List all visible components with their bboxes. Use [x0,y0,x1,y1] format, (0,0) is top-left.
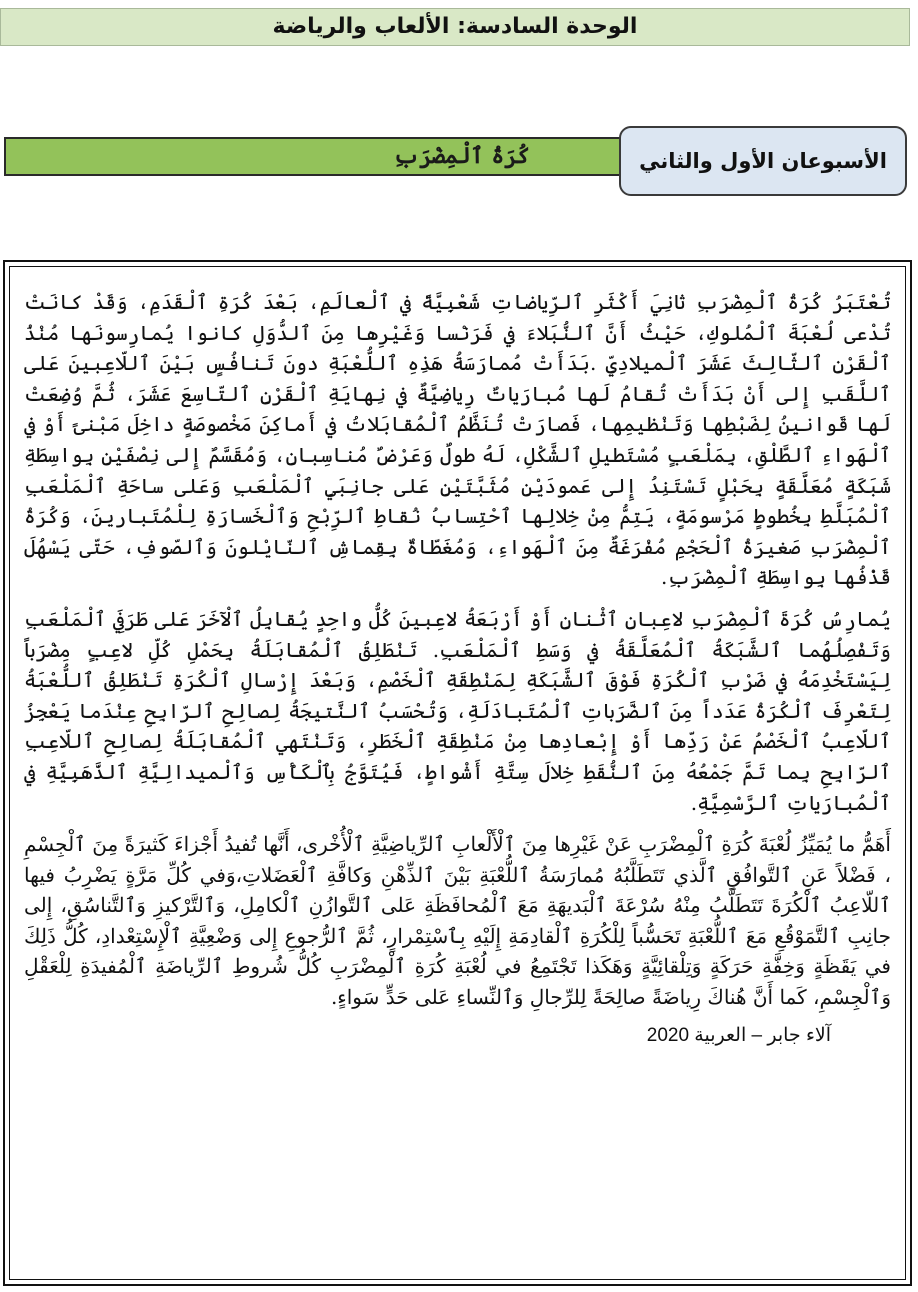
reading-text-frame [3,260,912,1286]
paragraph-2: يُمارِسُ كُرَةَ ٱلْمِضْرَبِ لاعِبانِ ٱثْنانِ أَوْ أَرْبَعَةُ لاعِبينَ كُلُّ واحِدٍ يُقابِلُ ٱلْآخَرَ عَلى طَرَفَيِ ٱلْمَلْعَبِ وَتَفْصِلُهُما ٱلشَّبَكَةُ ٱلْمُعَلَّقَةُ في وَسَطِ ٱلْمَلْعَبِ. تَنْطَلِقُ ٱلْمُقابَلَةُ بِحَمْلِ كُلِّ لاعِبٍ مِضْرَباً لِيَسْتَخْدِمَهُ في ضَرْبِ ٱلْكُرَةِ فَوْقَ ٱلشَّبَكَةِ لِمَنْطِقَةِ ٱلْخَصْمِ، وَبَعْدَ إِرْسالِ ٱلْكُرَةِ تَنْطَلِقُ ٱللُّعْبَةُ لِتَعْرِفَ ٱلْكُرَةُ عَدَداً مِنَ ٱلضَّرَباتِ ٱلْمُتَبادَلَةِ، وَتُحْسَبُ ٱلنَّتيجَةُ لِصالِحِ ٱلرّابِحِ عِنْدَما يَعْجِزُ ٱللّاعِبُ ٱلْخَصْمُ عَنْ رَدِّها أَوْ إِبْعادِها مِنْ مَنْطِقَةِ ٱلْخَطَرِ، وَتَنْتَهي ٱلْمُقابَلَةُ لِصالِحِ ٱللّاعِبِ ٱلرّابِحِ بِما تَمَّ جَمْعُهُ مِنَ ٱلنُّقَطِ خِلالَ سِتَّةِ أَشْواطٍ، فَيُتَوَّجُ بِٱلْكَأْسِ وَٱلْميدالِيَّةِ ٱلذَّهَبِيَّةِ في ٱلْمُبارَياتِ ٱلرَّسْمِيَّةِ. [24,606,891,815]
source-citation: آلاء جابر – العربية 2020 [646,1024,831,1046]
week-label: الأسبوعان الأول والثاني [619,126,907,196]
lesson-title: كُرَةُ ٱلْمِضْرَبِ [393,143,530,169]
paragraph-1: تُعْتَبَرُ كُرَةُ ٱلْمِضْرَبِ ثانِيَ أَكْثَرِ ٱلرِّياضاتِ شَعْبِيَّةً في ٱلْعالَمِ، بَعْدَ كُرَةِ ٱلْقَدَمِ، وَقَدْ كانَتْ تُدْعى لُعْبَةَ ٱلْمُلوكِ، حَيْثُ أَنَّ ٱلنُّبَلاءَ في فَرَنْسا وَغَيْرِها مِنَ ٱلدُّوَلِ كانوا يُمارِسونَها مُنْذُ ٱلْقَرْنِ ٱلثّالِثَ عَشَرَ ٱلْميلادِيِّ .بَدَأَتْ مُمارَسَةُ هَذِهِ ٱللُّعْبَةِ دونَ تَنافُسٍ بَيْنَ ٱللّاعِبينَ عَلى ٱللَّقَبِ إِلى أَنْ بَدَأَتْ تُقامُ لَها مُبارَياتٌ رِياضِيَّةٌ في نِهايَةِ ٱلْقَرْنِ ٱلتّاسِعَ عَشَرَ، ثُمَّ وُضِعَتْ لَها قَوانينُ لِضَبْطِها وَتَنْظيمِها، فَصارَتْ تُنَظَّمُ ٱلْمُقابَلاتُ في أَماكِنَ مَخْصوصَةٍ داخِلَ مَبْنىً أَوْ في ٱلْهَواءِ ٱلطَّلْقِ، بِمَلْعَبٍ مُسْتَطيلِ ٱلشَّكْلِ، لَهُ طولٌ وَعَرْضٌ مُناسِبانِ، وَمُقَسَّمٌ إِلى نِصْفَيْنِ بِواسِطَةِ شَبَكَةٍ مُعَلَّقَةٍ بِحَبْلٍ تَسْتَنِدُ إِلى عَمودَيْنِ مُثَبَّتَيْنِ عَلى جانِبَيِ ٱلْمَلْعَبِ وَعَلى ساحَةِ ٱلْمَلْعَبِ ٱلْمُبَلَّطِ بِخُطوطٍ مَرْسومَةٍ، يَتِمُّ مِنْ خِلالِها ٱحْتِسابُ نُقاطِ ٱلرِّبْحِ وَٱلْخَسارَةِ لِلْمُتَبارينَ، وَكُرَةُ ٱلْمِضْرَبِ صَغيرَةُ ٱلْحَجْمِ مُفْرَغَةٌ مِنَ ٱلْهَواءِ، وَمُغَطّاةٌ بِقِماشِ ٱلنّايْلونَ وَٱلصّوفِ، حَتّى يَسْهُلَ قَذْفُها بِواسِطَةِ ٱلْمِضْرَبِ. [24,290,891,590]
reading-text-body [9,266,906,1280]
paragraph-3: أَهَمُّ ما يُمَيِّزُ لُعْبَةَ كُرَةِ ٱلْمِضْرَبِ عَنْ غَيْرِها مِنَ ٱلْأَلْعابِ ٱلرِّياضِيَّةِ ٱلْأُخْرى، أَنَّها تُفيدُ أَجْزاءَ كَثيرَةً مِنَ ٱلْجِسْمِ ، فَضْلاً عَنِ ٱلتَّوافُقِ ٱلَّذي تَتَطَلَّبُهُ مُمارَسَةُ ٱللُّعْبَةِ بَيْنَ ٱلذِّهْنِ وَكافَّةِ ٱلْعَضَلاتِ،وَفي كُلِّ مَرَّةٍ يَضْرِبُ فيها ٱللّاعِبُ ٱلْكُرَةَ تَتَطَلَّبُ مِنْهُ سُرْعَةَ ٱلْبَديهَةِ مَعَ ٱلْمُحافَظَةِ عَلى ٱلتَّوازُنِ ٱلْكامِلِ، وَٱلتَّرْكيزِ وَٱلتَّناسُقِ، إِلى جانِبِ ٱلتَّمَوْقُعِ مَعَ ٱللُّعْبَةِ تَحَسُّباً لِلْكُرَةِ ٱلْقادِمَةِ إِلَيْهِ بِٱسْتِمْرارٍ، ثُمَّ ٱلرُّجوعِ إِلى وَضْعِيَّةِ ٱلْإِسْتِعْدادِ، كُلُّ ذَلِكَ في يَقَظَةٍ وَخِفَّةِ حَرَكَةٍ وَتِلْقائِيَّةٍ وَهَكَذا تَجْتَمِعُ في لُعْبَةِ كُرَةِ ٱلْمِضْرَبِ كُلُّ شُروطِ ٱلرِّياضَةِ ٱلْمُفيدَةِ لِلْعَقْلِ وَٱلْجِسْمِ، كَما أَنَّ هُناكَ رِياضَةً صالِحَةً لِلرِّجالِ وَٱلنِّساءِ عَلى حَدٍّ سَواءٍ. [24,832,891,1010]
lesson-title-bar [4,137,624,176]
unit-title: الوحدة السادسة: الألعاب والرياضة [0,8,910,46]
